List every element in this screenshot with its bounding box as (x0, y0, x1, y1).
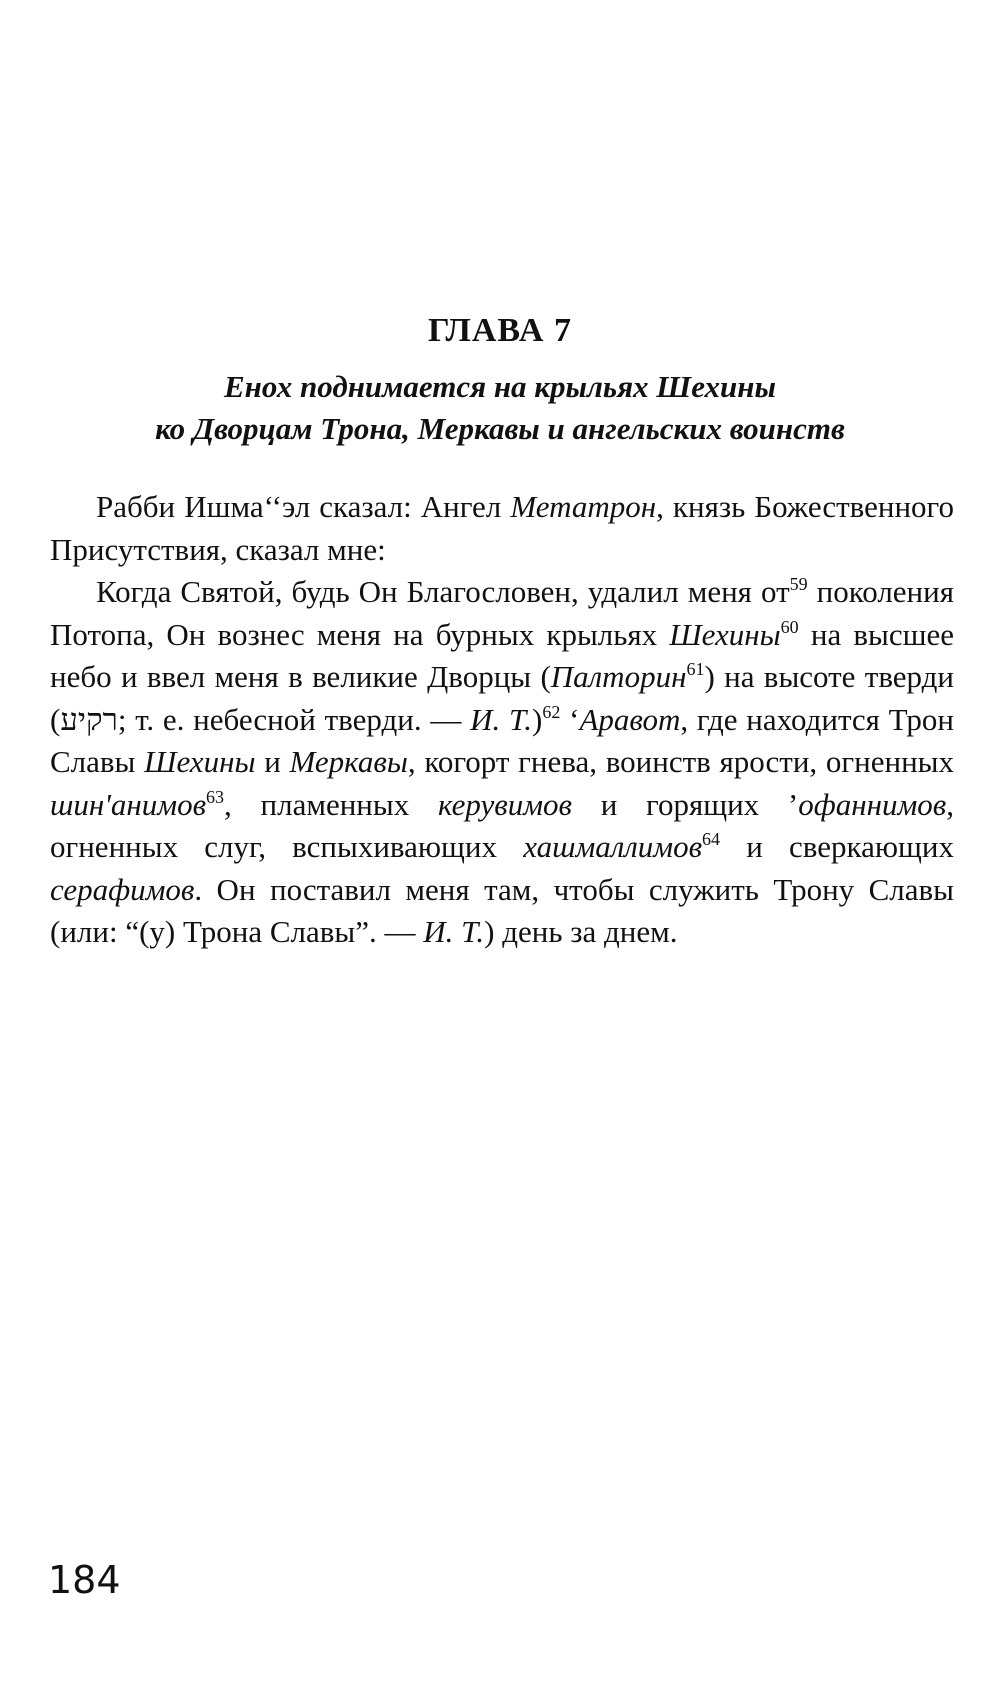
italic-term: серафимов (50, 871, 195, 907)
italic-term: шин'анимов (50, 786, 207, 822)
text-run: , огненных слуг, вспыхивающих (50, 786, 955, 864)
italic-term: Меркавы (289, 744, 408, 779)
text-run: и (255, 744, 290, 779)
chapter-title: ГЛАВА 7 (428, 312, 572, 349)
italic-term: Палторин (550, 659, 687, 694)
italic-term: хашмаллимов (523, 829, 703, 864)
italic-term: Аравот (579, 701, 681, 737)
subtitle-line-2: ко Дворцам Трона, Меркавы и ангельских воинств (155, 411, 845, 446)
footnote-ref-64: 64 (702, 829, 721, 849)
text-run: поколения Потопа, Он вознес меня на бурных крыльях (50, 574, 954, 652)
text-run: , где находится Трон Славы (50, 701, 954, 779)
text-run: Когда Святой, будь Он Благословен, удалил меня от (96, 574, 790, 609)
text-run: ‘ (560, 701, 580, 737)
italic-term: Метатрон (510, 489, 657, 524)
footnote-ref-59: 59 (789, 574, 808, 594)
text-run: , князь Божественного Присутствия, сказал мне: (50, 489, 954, 567)
footnote-ref-62: 62 (542, 701, 561, 722)
text-run: на высшее небо и ввел меня в великие Дворцы ( (50, 616, 954, 694)
italic-term: офаннимов (798, 786, 947, 822)
text-run: ) на высоте тверди (רקיע; т. е. небесной тверди. — (50, 659, 954, 737)
footnote-ref-60: 60 (780, 616, 799, 637)
italic-term: И. Т. (470, 701, 533, 737)
italic-term: Шехины (669, 616, 781, 652)
text-run: . Он поставил меня там, чтобы служить Трону Славы (или: “(у) Трона Славы”. — (50, 871, 954, 949)
italic-term: керувимов (437, 786, 572, 822)
chapter-subtitle (50, 366, 950, 450)
page-number: 184 (48, 1558, 121, 1602)
footnote-ref-61: 61 (686, 659, 705, 679)
paragraph-2 (50, 571, 954, 954)
italic-term: И. Т. (423, 914, 485, 949)
text-run: и сверкающих (720, 829, 954, 864)
text-run: , пламенных (224, 786, 438, 822)
text-run: ) день за днем. (484, 914, 678, 949)
text-run: , когорт гнева, воинств ярости, огненных (407, 744, 954, 779)
text-run: ) (532, 701, 543, 737)
paragraph-1 (50, 486, 954, 571)
chapter-body (50, 486, 954, 954)
footnote-ref-63: 63 (206, 786, 225, 807)
text-run: Рабби Ишма‘‘эл сказал: Ангел (96, 489, 511, 524)
subtitle-line-1: Енох поднимается на крыльях Шехины (223, 369, 777, 404)
text-run: и горящих ’ (571, 786, 799, 822)
italic-term: Шехины (144, 744, 256, 779)
